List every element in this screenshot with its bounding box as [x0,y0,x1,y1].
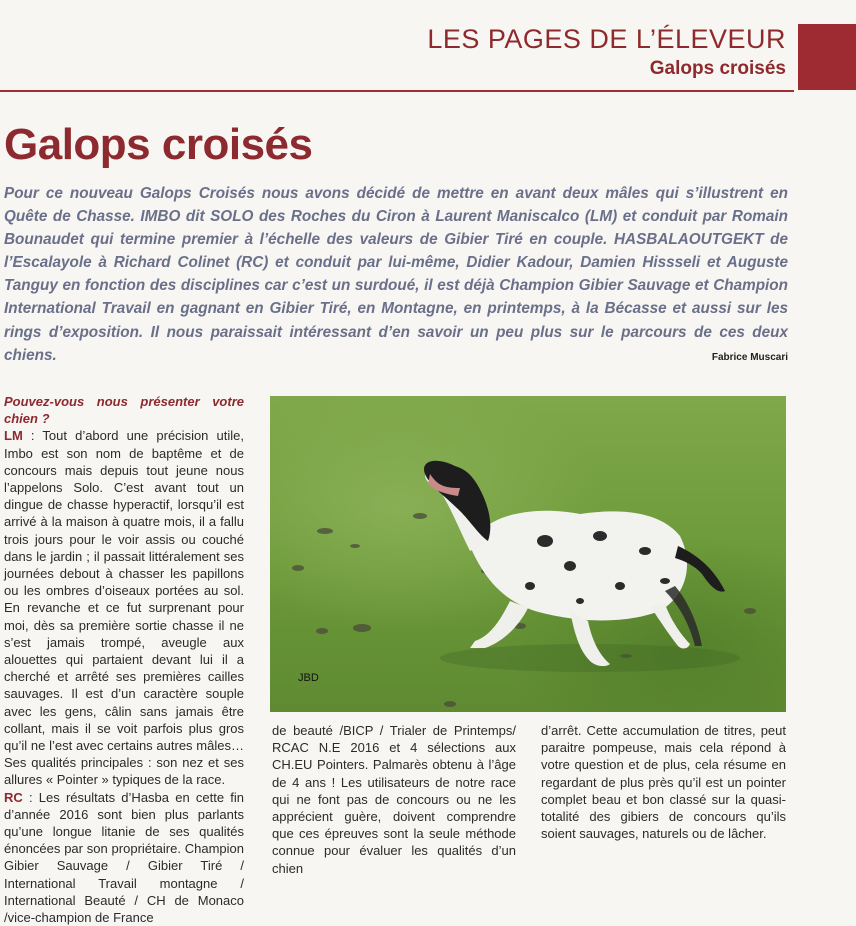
section-color-tab [798,24,856,90]
section-header [427,24,786,82]
pointer-dog-running-photo [270,396,786,712]
answer-lm-text: : Tout d’abord une précision utile, Imbo est son nom de baptême et de concours mais depuis tout jeune nous l’appelons Solo. C’est avant tout un dingue de chasse hyperactif, lorsqu’il est arrivé à la maison à quatre mois, il a fallu trois jours pour le voir assis ou couché dans le jardin ; il passait littéralement ses journées debout à chasser les papillons ou les ombres d’oiseaux portées au sol. En revanche et ce fut surprenant pour moi, dès sa première sortie chasse il ne s’est jamais trompé, aveugle aux alouettes qui partaient devant lui il a cherché et arrêté ses premières cailles sauvages. Il est d’un caractère souple avec les gens, câlin sans jamais être collant, mais il se voit parfois plus gros qu’il ne l’est avec certains autres mâles… Ses qualités principales : son nez et ses allures « Pointer » typiques de la race. [4,428,244,788]
answer-rc-text: : Les résultats d’Hasba en cette fin d’année 2016 sont bien plus parlants qu’une longue litanie de ses qualités énoncées par son propriétaire. Champion Gibier Sauvage / Gibier Tiré / International Travail montagne / International Beauté / CH de Monaco /vice-champion de France [4,789,244,926]
section-subtitle: Galops croisés [649,58,786,79]
text-column-1 [4,393,244,926]
answer-rc [4,789,244,926]
dog-photo [270,396,786,712]
interview-question: Pouvez-vous nous présenter votre chien ? [4,394,244,427]
article-title: Galops croisés [4,120,313,169]
photo-credit: JBD [298,672,319,684]
header-divider [0,90,794,92]
section-title: LES PAGES DE L’ÉLEVEUR [427,24,786,54]
article-intro: Pour ce nouveau Galops Croisés nous avons décidé de mettre en avant deux mâles qui s’illustrent en Quête de Chasse. IMBO dit SOLO des Roches du Ciron à Laurent Maniscalco (LM) et conduit par Romain Bounaudet qui termine premier à l’échelle des valeurs de Gibier Tiré en couple. HASBALAOUTGEKT de l’Escalayole à Richard Colinet (RC) et conduit par lui-même, Didier Kadour, Damien Hissseli et Auguste Tanguy en fonction des disciplines car c’est un surdoué, il est déjà Champion Gibier Sauvage et Champion International Travail en gagnant en Gibier Tiré, en Montagne, en printemps, à la Bécasse et aussi sur les rings d’exposition. Il nous paraissait intéressant d’en savoir un peu plus sur le parcours de ces deux chiens. [4,185,788,364]
text-column-3: d’arrêt. Cette accumulation de titres, peut paraitre pompeuse, mais cela répond à votre question et de plus, cela résume en regardant de plus près qu’il est un pointer complet beau et bon classé sur la quasi-totalité des gibiers de concours qu’ils soient sauvages, naturels ou de lâcher. [541,723,786,842]
answer-lm [4,427,244,788]
article-author: Fabrice Muscari [711,352,788,363]
speaker-rc: RC [4,789,23,805]
text-column-2: de beauté /BICP / Trialer de Printemps/ RCAC N.E 2016 et 4 sélections aux CH.EU Pointers. Palmarès obtenu à l’âge de 4 ans ! Les utilisateurs de notre race qui ne font pas de concours ou ne les apprécient guère, doivent comprendre que ces épreuves sont la seule méthode connue pour évaluer les qualités d’un chien [272,723,516,876]
speaker-lm: LM [4,428,23,444]
